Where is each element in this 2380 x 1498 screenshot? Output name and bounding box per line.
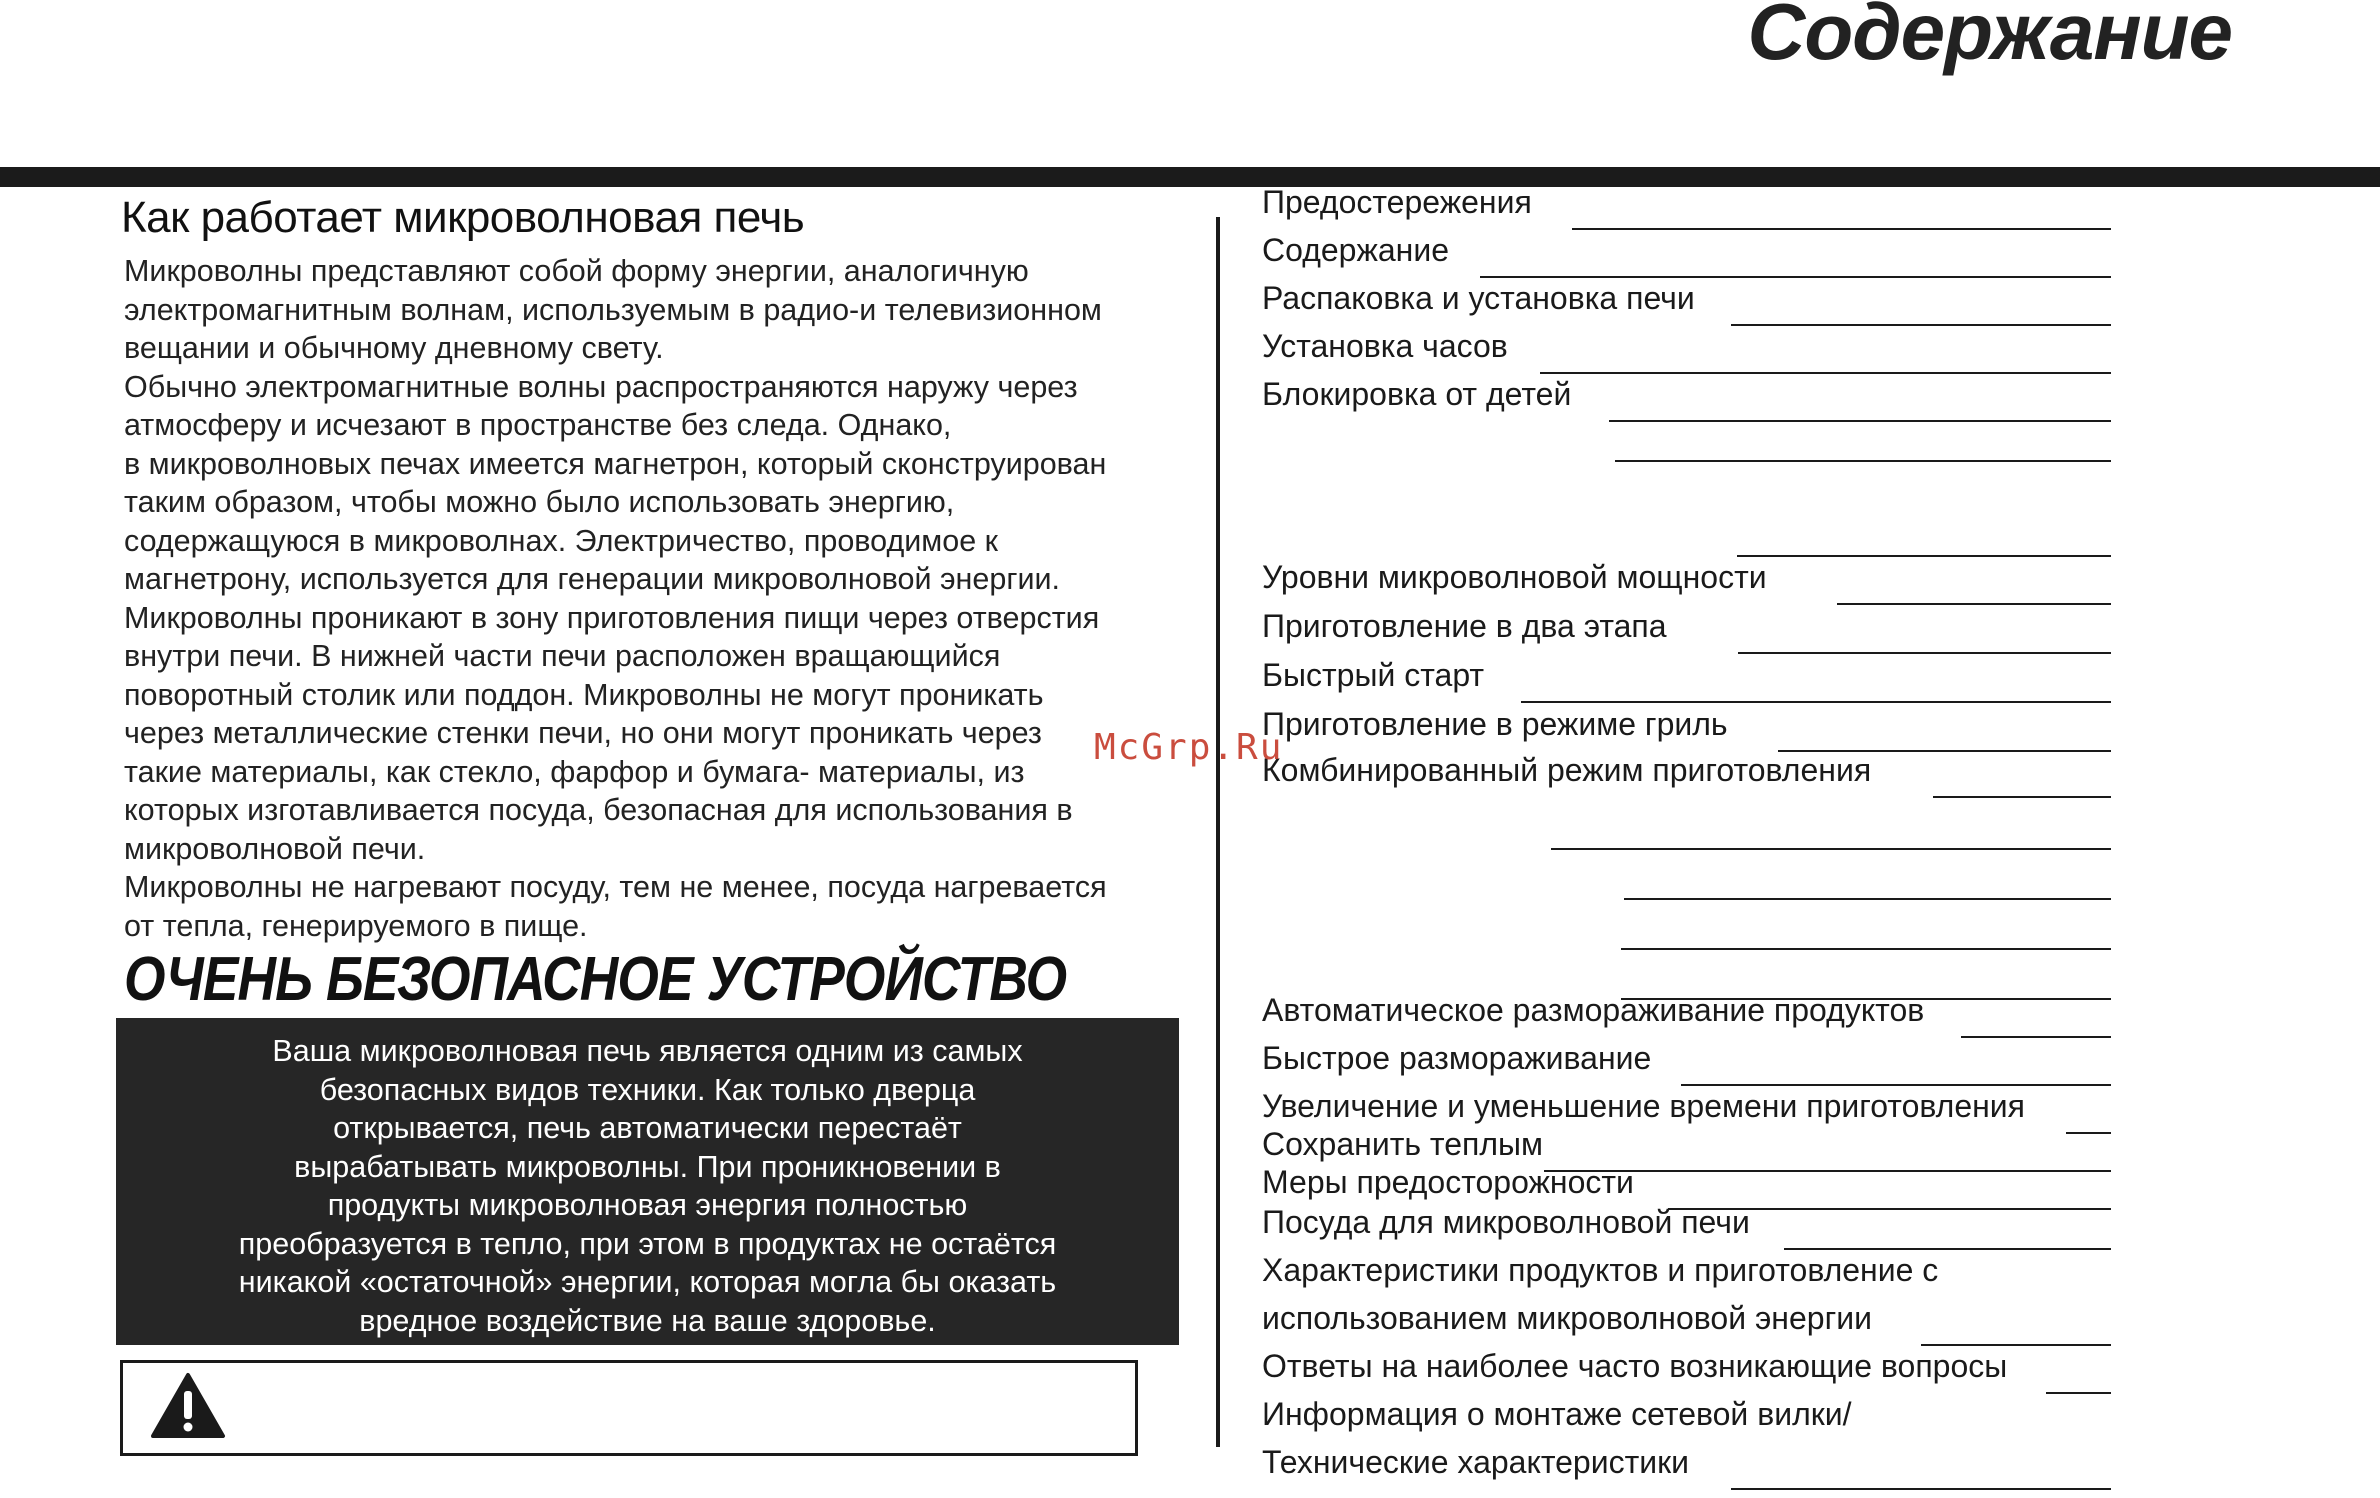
warning-box: [120, 1360, 1138, 1456]
toc-label: Быстрый старт: [1262, 657, 1485, 693]
toc-label: Уровни микроволновой мощности: [1262, 559, 1767, 595]
toc-entry: [1262, 230, 2120, 274]
toc-label: Приготовление в два этапа: [1262, 608, 1667, 644]
toc-entry: [1262, 750, 2120, 794]
toc-label: Увеличение и уменьшение времени приготовления: [1262, 1088, 2025, 1124]
toc-entry: [1262, 655, 2120, 699]
safety-box: [116, 1018, 1179, 1345]
toc-label: Характеристики продуктов и приготовление с: [1262, 1252, 1939, 1288]
toc-entry: [1262, 557, 2120, 601]
toc-leader-line: [1615, 460, 2111, 462]
watermark: McGrp.Ru: [1094, 727, 1284, 768]
toc-label: Распаковка и установка печи: [1262, 280, 1695, 316]
warning-triangle-icon: [150, 1372, 226, 1440]
toc-entry: [1262, 1162, 2120, 1206]
toc-entry: [1262, 182, 2120, 226]
toc-leader-line: [1738, 652, 2111, 654]
toc-entry: [1262, 414, 2120, 458]
toc-label: Содержание: [1262, 232, 1450, 268]
toc-entry: [1262, 852, 2120, 896]
toc-label: Меры предосторожности: [1262, 1164, 1634, 1200]
toc-entry: [1262, 326, 2120, 370]
safety-heading: ОЧЕНЬ БЕЗОПАСНОЕ УСТРОЙСТВО: [124, 945, 1067, 1014]
toc-entry: [1262, 1442, 2120, 1486]
paragraph: Обычно электромагнитные волны распространяются наружу через атмосферу и исчезают в пространстве без следа. Однако, в микроволновых печах имеется магнетрон, который сконструирован таким образом, чтобы можно было использовать энергию, содержащуюся в микроволнах. Электричество, проводимое к магнетрону, используется для генерации микроволновой энергии.: [124, 369, 1107, 596]
toc-label: Предостережения: [1262, 184, 1532, 220]
toc-label: Приготовление в режиме гриль: [1262, 706, 1728, 742]
toc-entry: [1262, 1250, 2120, 1294]
toc-label: Технические характеристики: [1262, 1444, 1689, 1480]
toc-label: использованием микроволновой энергии: [1262, 1300, 1872, 1336]
toc-entry: [1262, 374, 2120, 418]
section-heading: Как работает микроволновая печь: [121, 193, 805, 242]
toc-label: Блокировка от детей: [1262, 376, 1572, 412]
toc-label: Ответы на наиболее часто возникающие вопросы: [1262, 1348, 2008, 1384]
toc-leader-line: [1837, 603, 2111, 605]
toc-leader-line: [1551, 848, 2111, 850]
toc-label: Установка часов: [1262, 328, 1508, 364]
toc-label: Информация о монтаже сетевой вилки/: [1262, 1396, 1852, 1432]
toc-leader-line: [1521, 701, 2111, 703]
toc-entry: [1262, 902, 2120, 946]
column-divider: [1216, 217, 1220, 1447]
toc-entry: [1262, 1394, 2120, 1438]
body-text: [124, 252, 1164, 945]
toc-label: Автоматическое размораживание продуктов: [1262, 992, 1925, 1028]
toc-entry: [1262, 990, 2120, 1034]
toc-leader-line: [1621, 948, 2111, 950]
toc-entry: [1262, 1346, 2120, 1390]
paragraph: Микроволны представляют собой форму энергии, аналогичную электромагнитным волнам, используемым в радио-и телевизионном вещании и обычному дневному свету.: [124, 254, 1102, 365]
paragraph: Микроволны не нагревают посуду, тем не менее, посуда нагревается от тепла, генерируемого в пище.: [124, 870, 1107, 943]
toc-label: Сохранить теплым: [1262, 1126, 1543, 1162]
toc-leader-line: [1731, 1488, 2111, 1490]
toc-leader-line: [1624, 898, 2111, 900]
toc-label: Посуда для микроволновой печи: [1262, 1204, 1750, 1240]
toc-label: Комбинированный режим приготовления: [1262, 752, 1872, 788]
toc-entry: [1262, 704, 2120, 748]
toc-entry: [1262, 802, 2120, 846]
page-title: Содержание: [1747, 0, 2232, 76]
toc-entry: [1262, 278, 2120, 322]
toc-label: Быстрое размораживание: [1262, 1040, 1652, 1076]
safety-box-text: Ваша микроволновая печь является одним из самых безопасных видов техники. Как только дверца открывается, печь автоматически перестаёт вырабатывать микроволны. При проникновении в продукты микроволновая энергия полностью преобразуется в тепло, при этом в продуктах не остаётся никакой «остаточной» энергии, которая могла бы оказать вредное воздействие на ваше здоровье.: [238, 1034, 1057, 1338]
toc-entry: [1262, 606, 2120, 650]
toc-entry: [1262, 1298, 2120, 1342]
toc-entry: [1262, 1038, 2120, 1082]
toc-entry: [1262, 1202, 2120, 1246]
paragraph: Микроволны проникают в зону приготовления пищи через отверстия внутри печи. В нижней части печи расположен вращающийся поворотный столик или поддон. Микроволны не могут проникать через металлические стенки печи, но они могут проникать через такие материалы, как стекло, фарфор и бумага- материалы, из которых изготавливается посуда, безопасная для использования в микроволновой печи.: [124, 600, 1100, 866]
toc-leader-line: [1933, 796, 2111, 798]
toc-entry: [1262, 509, 2120, 553]
